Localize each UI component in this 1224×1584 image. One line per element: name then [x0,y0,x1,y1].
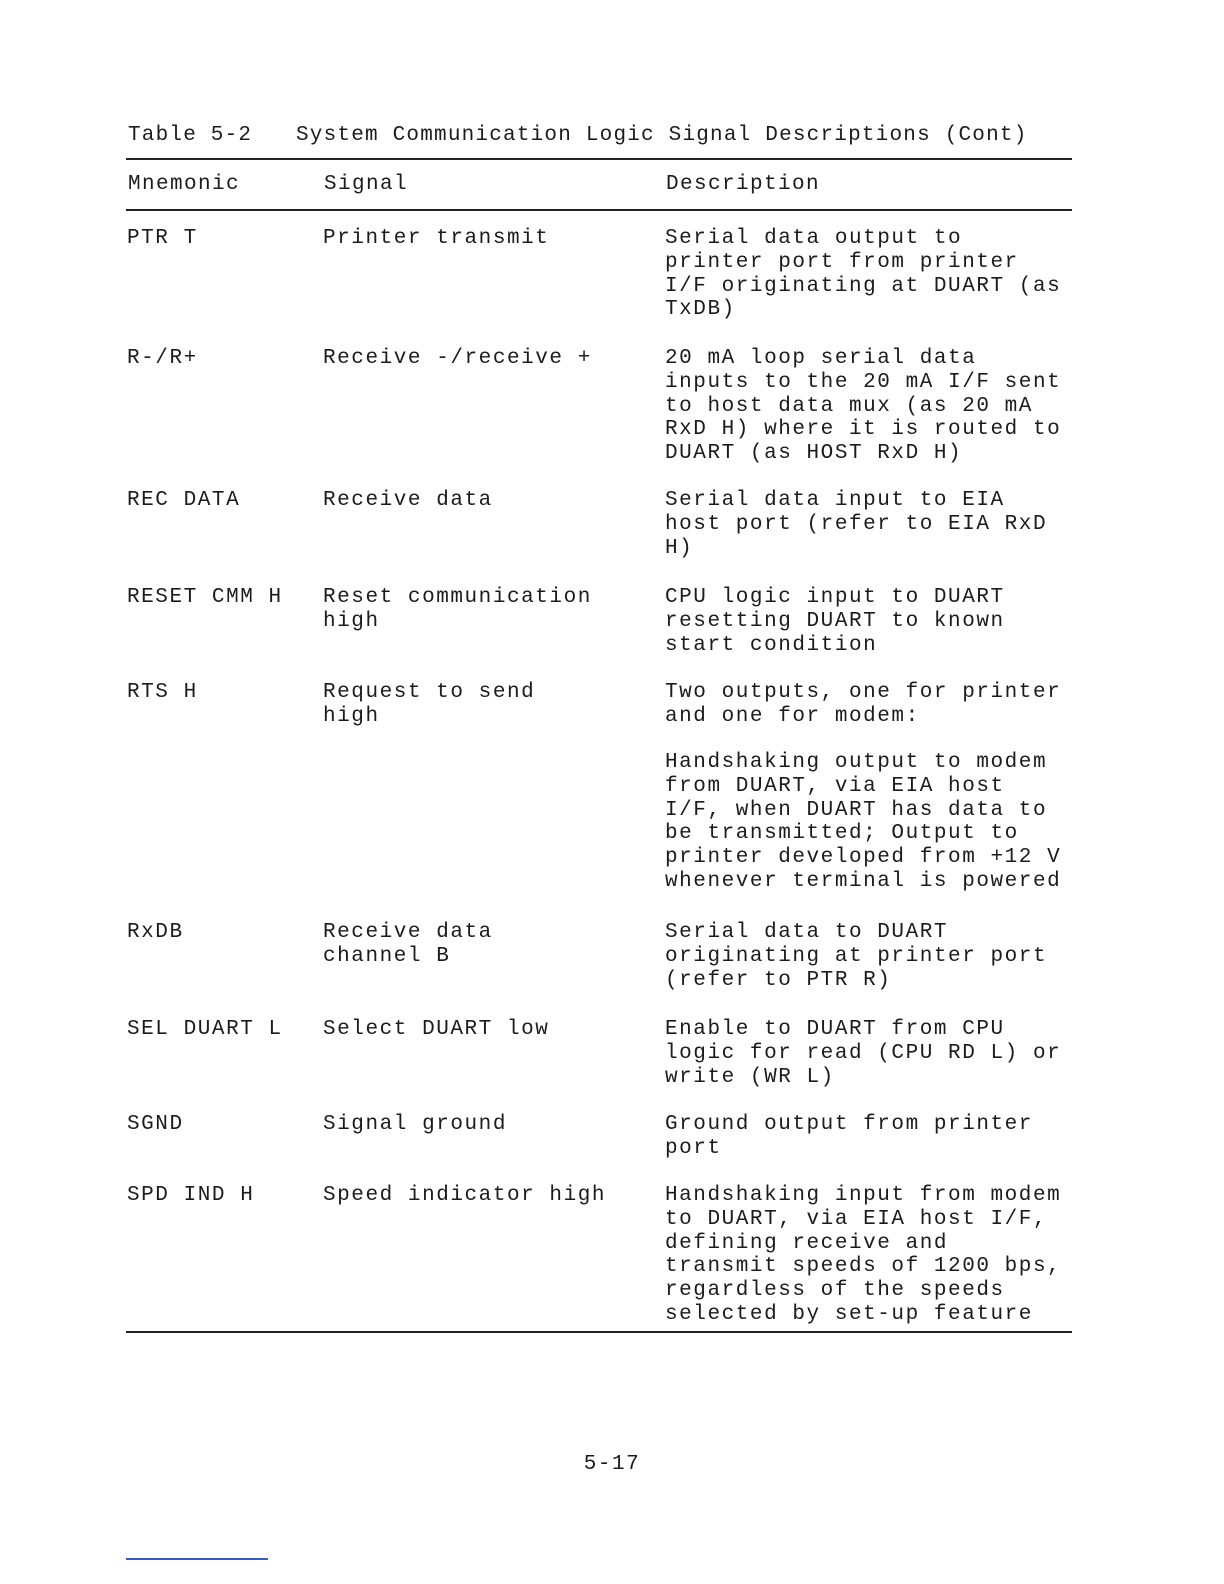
description-line: (refer to PTR R) [665,968,892,992]
signal-line: Receive -/receive + [323,347,592,370]
description-line: CPU logic input to DUART [665,586,1005,609]
description-line: selected by set-up feature [665,1302,1033,1326]
description-line: transmit speeds of 1200 bps, [665,1255,1062,1279]
description-line: Enable to DUART from CPU [665,1018,1005,1041]
signal-line: Printer transmit [323,227,550,250]
row-description [665,1184,1085,1327]
table-title: System Communication Logic Signal Descriptions (Cont) [296,124,1028,147]
row-signal [323,347,653,371]
row-signal [323,489,653,513]
description-line: Handshaking input from modem [665,1184,1062,1207]
footer-rule [126,1558,268,1560]
description-line: regardless of the speeds [665,1279,1005,1303]
row-signal [323,921,653,969]
signal-line: Speed indicator high [323,1184,607,1207]
signal-line: Receive data [323,489,493,512]
table-caption [128,124,1028,147]
row-mnemonic: PTR T [127,227,198,250]
description-line: from DUART, via EIA host [665,774,1005,798]
description-line: DUART (as HOST RxD H) [665,442,963,466]
description-line: TxDB) [665,298,736,322]
signal-line: channel B [323,944,451,968]
row-mnemonic: RxDB [127,921,184,944]
description-line: write (WR L) [665,1065,835,1089]
description-line: host port (refer to EIA RxD [665,512,1048,536]
row-description [665,489,1085,560]
description-line: H) [665,536,694,560]
row-signal [323,1113,653,1137]
description-line: Serial data input to EIA [665,489,1005,512]
row-description [665,1018,1085,1089]
row-mnemonic: REC DATA [127,489,241,512]
description-line: Serial data to DUART [665,921,949,944]
row-description [665,921,1085,992]
header-signal: Signal [324,173,409,196]
row-mnemonic: SGND [127,1113,184,1136]
signal-line: Reset communication [323,586,592,609]
signal-line: Select DUART low [323,1018,550,1041]
header-rule [126,209,1072,211]
description-line: Serial data output to [665,227,963,250]
description-line: Two outputs, one for printer [665,681,1062,704]
description-line: and one for modem: [665,704,920,728]
description-line: printer developed from +12 V [665,846,1062,870]
signal-line: Signal ground [323,1113,507,1136]
description-line: 20 mA loop serial data [665,347,977,370]
table-number: Table 5-2 [128,124,253,147]
signal-line: Receive data [323,921,493,944]
row-description-continued [665,751,1085,894]
description-line: I/F, when DUART has data to [665,798,1048,822]
row-signal [323,681,653,729]
description-line: logic for read (CPU RD L) or [665,1041,1062,1065]
row-mnemonic: R-/R+ [127,347,198,370]
description-line: to DUART, via EIA host I/F, [665,1207,1048,1231]
row-signal [323,586,653,634]
row-description [665,681,1085,729]
description-line: inputs to the 20 mA I/F sent [665,370,1062,394]
signal-line: high [323,704,380,728]
signal-line: Request to send [323,681,536,704]
description-line: I/F originating at DUART (as [665,274,1062,298]
description-line: originating at printer port [665,944,1048,968]
bottom-rule [126,1331,1072,1333]
row-signal [323,1018,653,1042]
top-rule [126,158,1072,160]
row-description [665,586,1085,657]
description-line: printer port from printer [665,250,1019,274]
row-mnemonic: SPD IND H [127,1184,255,1207]
row-mnemonic: RTS H [127,681,198,704]
description-line: whenever terminal is powered [665,869,1062,893]
signal-line: high [323,609,380,633]
description-line: start condition [665,633,878,657]
row-signal [323,1184,653,1208]
row-description [665,1113,1085,1161]
description-line: defining receive and [665,1231,949,1255]
row-mnemonic: RESET CMM H [127,586,283,609]
description-line: to host data mux (as 20 mA [665,394,1033,418]
description-line: Ground output from printer [665,1113,1033,1136]
row-signal [323,227,653,251]
description-line: Handshaking output to modem [665,751,1048,774]
description-line: RxD H) where it is routed to [665,418,1062,442]
row-description [665,347,1085,466]
row-description [665,227,1085,322]
description-line: port [665,1136,722,1160]
header-description: Description [666,173,821,196]
row-mnemonic: SEL DUART L [127,1018,283,1041]
description-line: resetting DUART to known [665,609,1005,633]
description-line: be transmitted; Output to [665,822,1019,846]
header-mnemonic: Mnemonic [128,173,241,196]
page-number: 5-17 [583,1453,641,1476]
